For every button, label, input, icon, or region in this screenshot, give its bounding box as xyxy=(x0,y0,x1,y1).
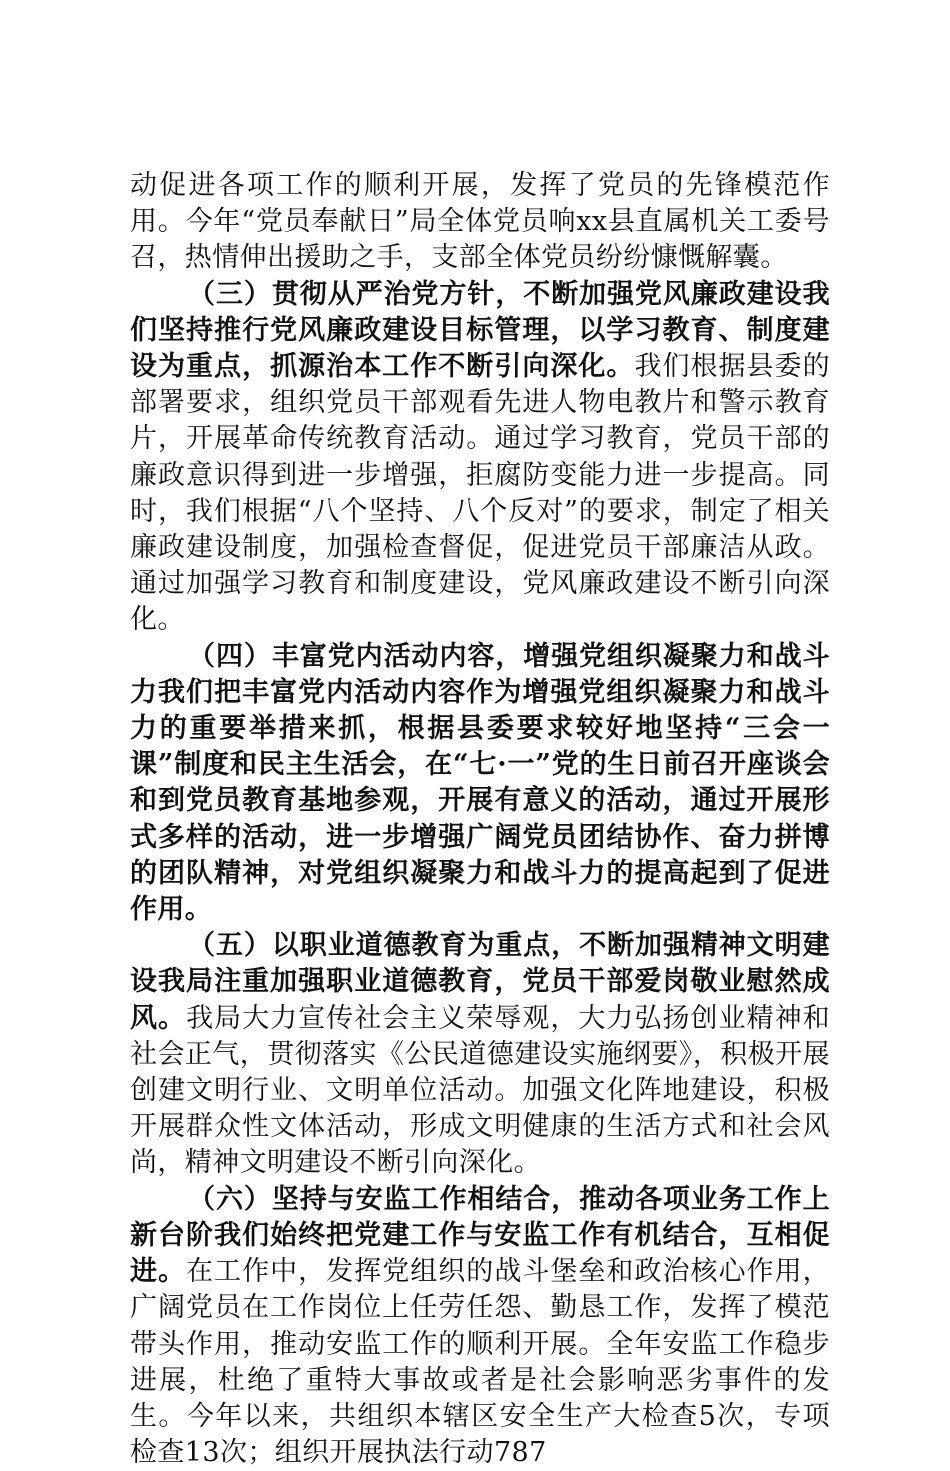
paragraph-text: 动促进各项工作的顺利开展，发挥了党员的先锋模范作用。今年“党员奉献日”局全体党员响xx县直属机关工委号召，热情伸出援助之手，支部全体党员纷纷慷慨解囊。 xyxy=(130,170,830,274)
section-heading: （六）坚持与安监工作相结合，推动各项业务工作上新台阶我们始终把党建工作与安监工作有机结合，互相促进。 xyxy=(130,1183,830,1288)
paragraph-text: 在工作中，发挥党组织的战斗堡垒和政治核心作用，广阔党员在工作岗位上任劳任怨、勤恳工作，发挥了模范带头作用，推动安监工作的顺利开展。全年安监工作稳步进展，杜绝了重特大事故或者是社会影响恶劣事件的发生。今年以来，共组织本辖区安全生产大检查5次，专项检查13次；组织开展执法行动787 xyxy=(130,1256,830,1469)
paragraph-section-6 xyxy=(130,1182,830,1471)
paragraph-continuation xyxy=(130,168,830,277)
paragraph-section-4 xyxy=(130,639,830,929)
paragraph-section-3 xyxy=(130,277,830,639)
paragraph-text: 我局大力宣传社会主义荣辱观，大力弘扬创业精神和社会正气，贯彻落实《公民道德建设实施纲要》，积极开展创建文明行业、文明单位活动。加强文化阵地建设，积极开展群众性文体活动，形成文明健康的生活方式和社会风尚，精神文明建设不断引向深化。 xyxy=(130,1002,830,1179)
section-heading: （四）丰富党内活动内容，增强党组织凝聚力和战斗力我们把丰富党内活动内容作为增强党组织凝聚力和战斗力的重要举措来抓，根据县委要求较好地坚持“三会一课”制度和民主生活会，在“七·一”党的生日前召开座谈会和到党员教育基地参观，开展有意义的活动，通过开展形式多样的活动，进一步增强广阔党员团结协作、奋力拼博的团队精神，对党组织凝聚力和战斗力的提高起到了促进作用。 xyxy=(130,640,830,926)
section-heading: （五）以职业道德教育为重点，不断加强精神文明建设我局注重加强职业道德教育，党员干部爱岗敬业慰然成风。 xyxy=(130,930,830,1034)
paragraph-text: 我们根据县委的部署要求，组织党员干部观看先进人物电教片和警示教育片，开展革命传统教育活动。通过学习教育，党员干部的廉政意识得到进一步增强，拒腐防变能力进一步提高。同时，我们根据“八个坚持、八个反对”的要求，制定了相关廉政建设制度，加强检查督促，促进党员干部廉洁从政。通过加强学习教育和制度建设，党风廉政建设不断引向深化。 xyxy=(130,351,830,636)
document-body xyxy=(130,168,830,1471)
paragraph-section-5 xyxy=(130,928,830,1181)
section-heading: （三）贯彻从严治党方针，不断加强党风廉政建设我们坚持推行党风廉政建设目标管理，以学习教育、制度建设为重点，抓源治本工作不断引向深化。 xyxy=(130,278,830,383)
